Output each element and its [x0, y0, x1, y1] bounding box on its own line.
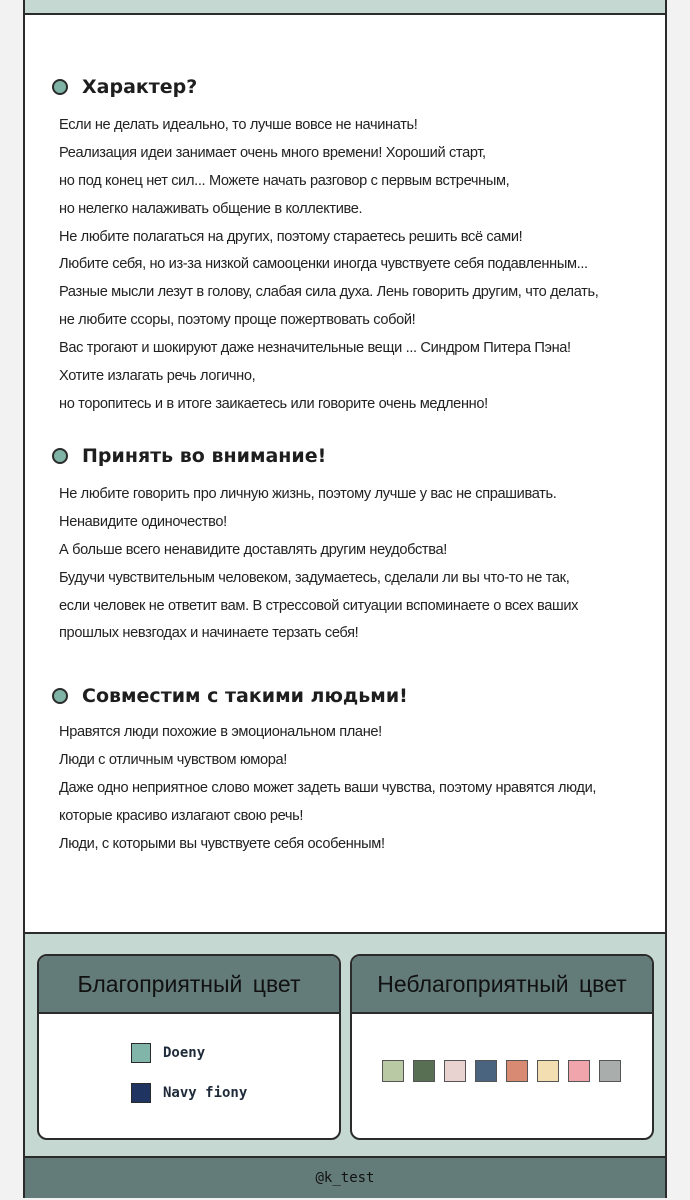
color-swatch [131, 1043, 151, 1063]
text-line: Не любите полагаться на других, поэтому стараетесь решить всё сами! [59, 228, 523, 245]
color-swatch [537, 1060, 559, 1082]
favorable-color-panel [37, 954, 341, 1140]
color-name: Doeny [163, 1044, 206, 1061]
footer-bar [25, 1156, 665, 1198]
unfavorable-swatch-row [382, 1060, 630, 1082]
text-line: но торопитесь и в итоге заикаетесь или говорите очень медленно! [59, 395, 488, 412]
bullet-dot-icon [52, 448, 68, 464]
text-line: Будучи чувствительным человеком, задумаетесь, сделали ли вы что-то не так, [59, 569, 570, 586]
text-line: Хотите излагать речь логично, [59, 368, 256, 385]
panel-title: Благоприятный цвет [39, 956, 339, 1014]
section-heading [52, 441, 326, 471]
color-swatch [131, 1083, 151, 1103]
text-line: не любите ссоры, поэтому проще пожертвовать собой! [59, 312, 416, 329]
bullet-dot-icon [52, 688, 68, 704]
footer-handle: @k_test [315, 1170, 375, 1186]
text-line: Не любите говорить про личную жизнь, поэтому лучше у вас не спрашивать. [59, 486, 557, 502]
color-swatch [382, 1060, 404, 1082]
section-title: Совместим с такими людьми! [82, 685, 408, 707]
card-frame [23, 0, 667, 1198]
color-name: Navy fiony [163, 1084, 248, 1101]
text-line: но под конец нет сил... Можете начать разговор с первым встречным, [59, 172, 510, 189]
section-title: Характер? [82, 76, 198, 98]
section-heading [52, 681, 408, 711]
color-swatch [413, 1060, 435, 1082]
color-item [131, 1080, 247, 1105]
text-line: Даже одно неприятное слово может задеть ваши чувства, поэтому нравятся люди, [59, 779, 597, 796]
text-line: прошлых невзгодах и начинаете терзать себя! [59, 625, 359, 642]
color-swatch [444, 1060, 466, 1082]
content-area [25, 15, 665, 932]
section-heading [52, 72, 197, 102]
section-title: Принять во внимание! [82, 445, 327, 467]
top-strip [25, 0, 665, 15]
text-line: Люди, с которыми вы чувствуете себя особенным! [59, 835, 385, 852]
bullet-dot-icon [52, 79, 68, 95]
section-text [59, 112, 659, 419]
text-line: если человек не ответит вам. В стрессовой ситуации вспоминаете о всех ваших [59, 597, 579, 614]
text-line: Нравятся люди похожие в эмоциональном плане! [59, 724, 382, 740]
favorable-color-list [131, 1040, 247, 1120]
section-text [59, 719, 659, 858]
text-line: Ненавидите одиночество! [59, 513, 227, 530]
color-swatch [568, 1060, 590, 1082]
unfavorable-color-panel [350, 954, 654, 1140]
text-line: Любите себя, но из-за низкой самооценки иногда чувствуете себя подавленным... [59, 256, 588, 273]
panel-title: Неблагоприятный цвет [352, 956, 652, 1014]
color-swatch [475, 1060, 497, 1082]
text-line: Если не делать идеально, то лучше вовсе не начинать! [59, 117, 418, 133]
color-swatch [506, 1060, 528, 1082]
text-line: Вас трогают и шокируют даже незначительные вещи ... Синдром Питера Пэна! [59, 340, 571, 357]
color-item [131, 1040, 247, 1065]
text-line: но нелегко налаживать общение в коллективе. [59, 200, 363, 217]
text-line: А больше всего ненавидите доставлять другим неудобства! [59, 541, 447, 558]
text-line: Разные мысли лезут в голову, слабая сила духа. Лень говорить другим, что делать, [59, 284, 599, 301]
color-section [25, 932, 665, 1158]
text-line: Люди с отличным чувством юмора! [59, 751, 287, 768]
text-line: Реализация идеи занимает очень много времени! Хороший старт, [59, 144, 486, 161]
section-text [59, 481, 659, 648]
color-swatch [599, 1060, 621, 1082]
text-line: которые красиво излагают свою речь! [59, 807, 304, 824]
